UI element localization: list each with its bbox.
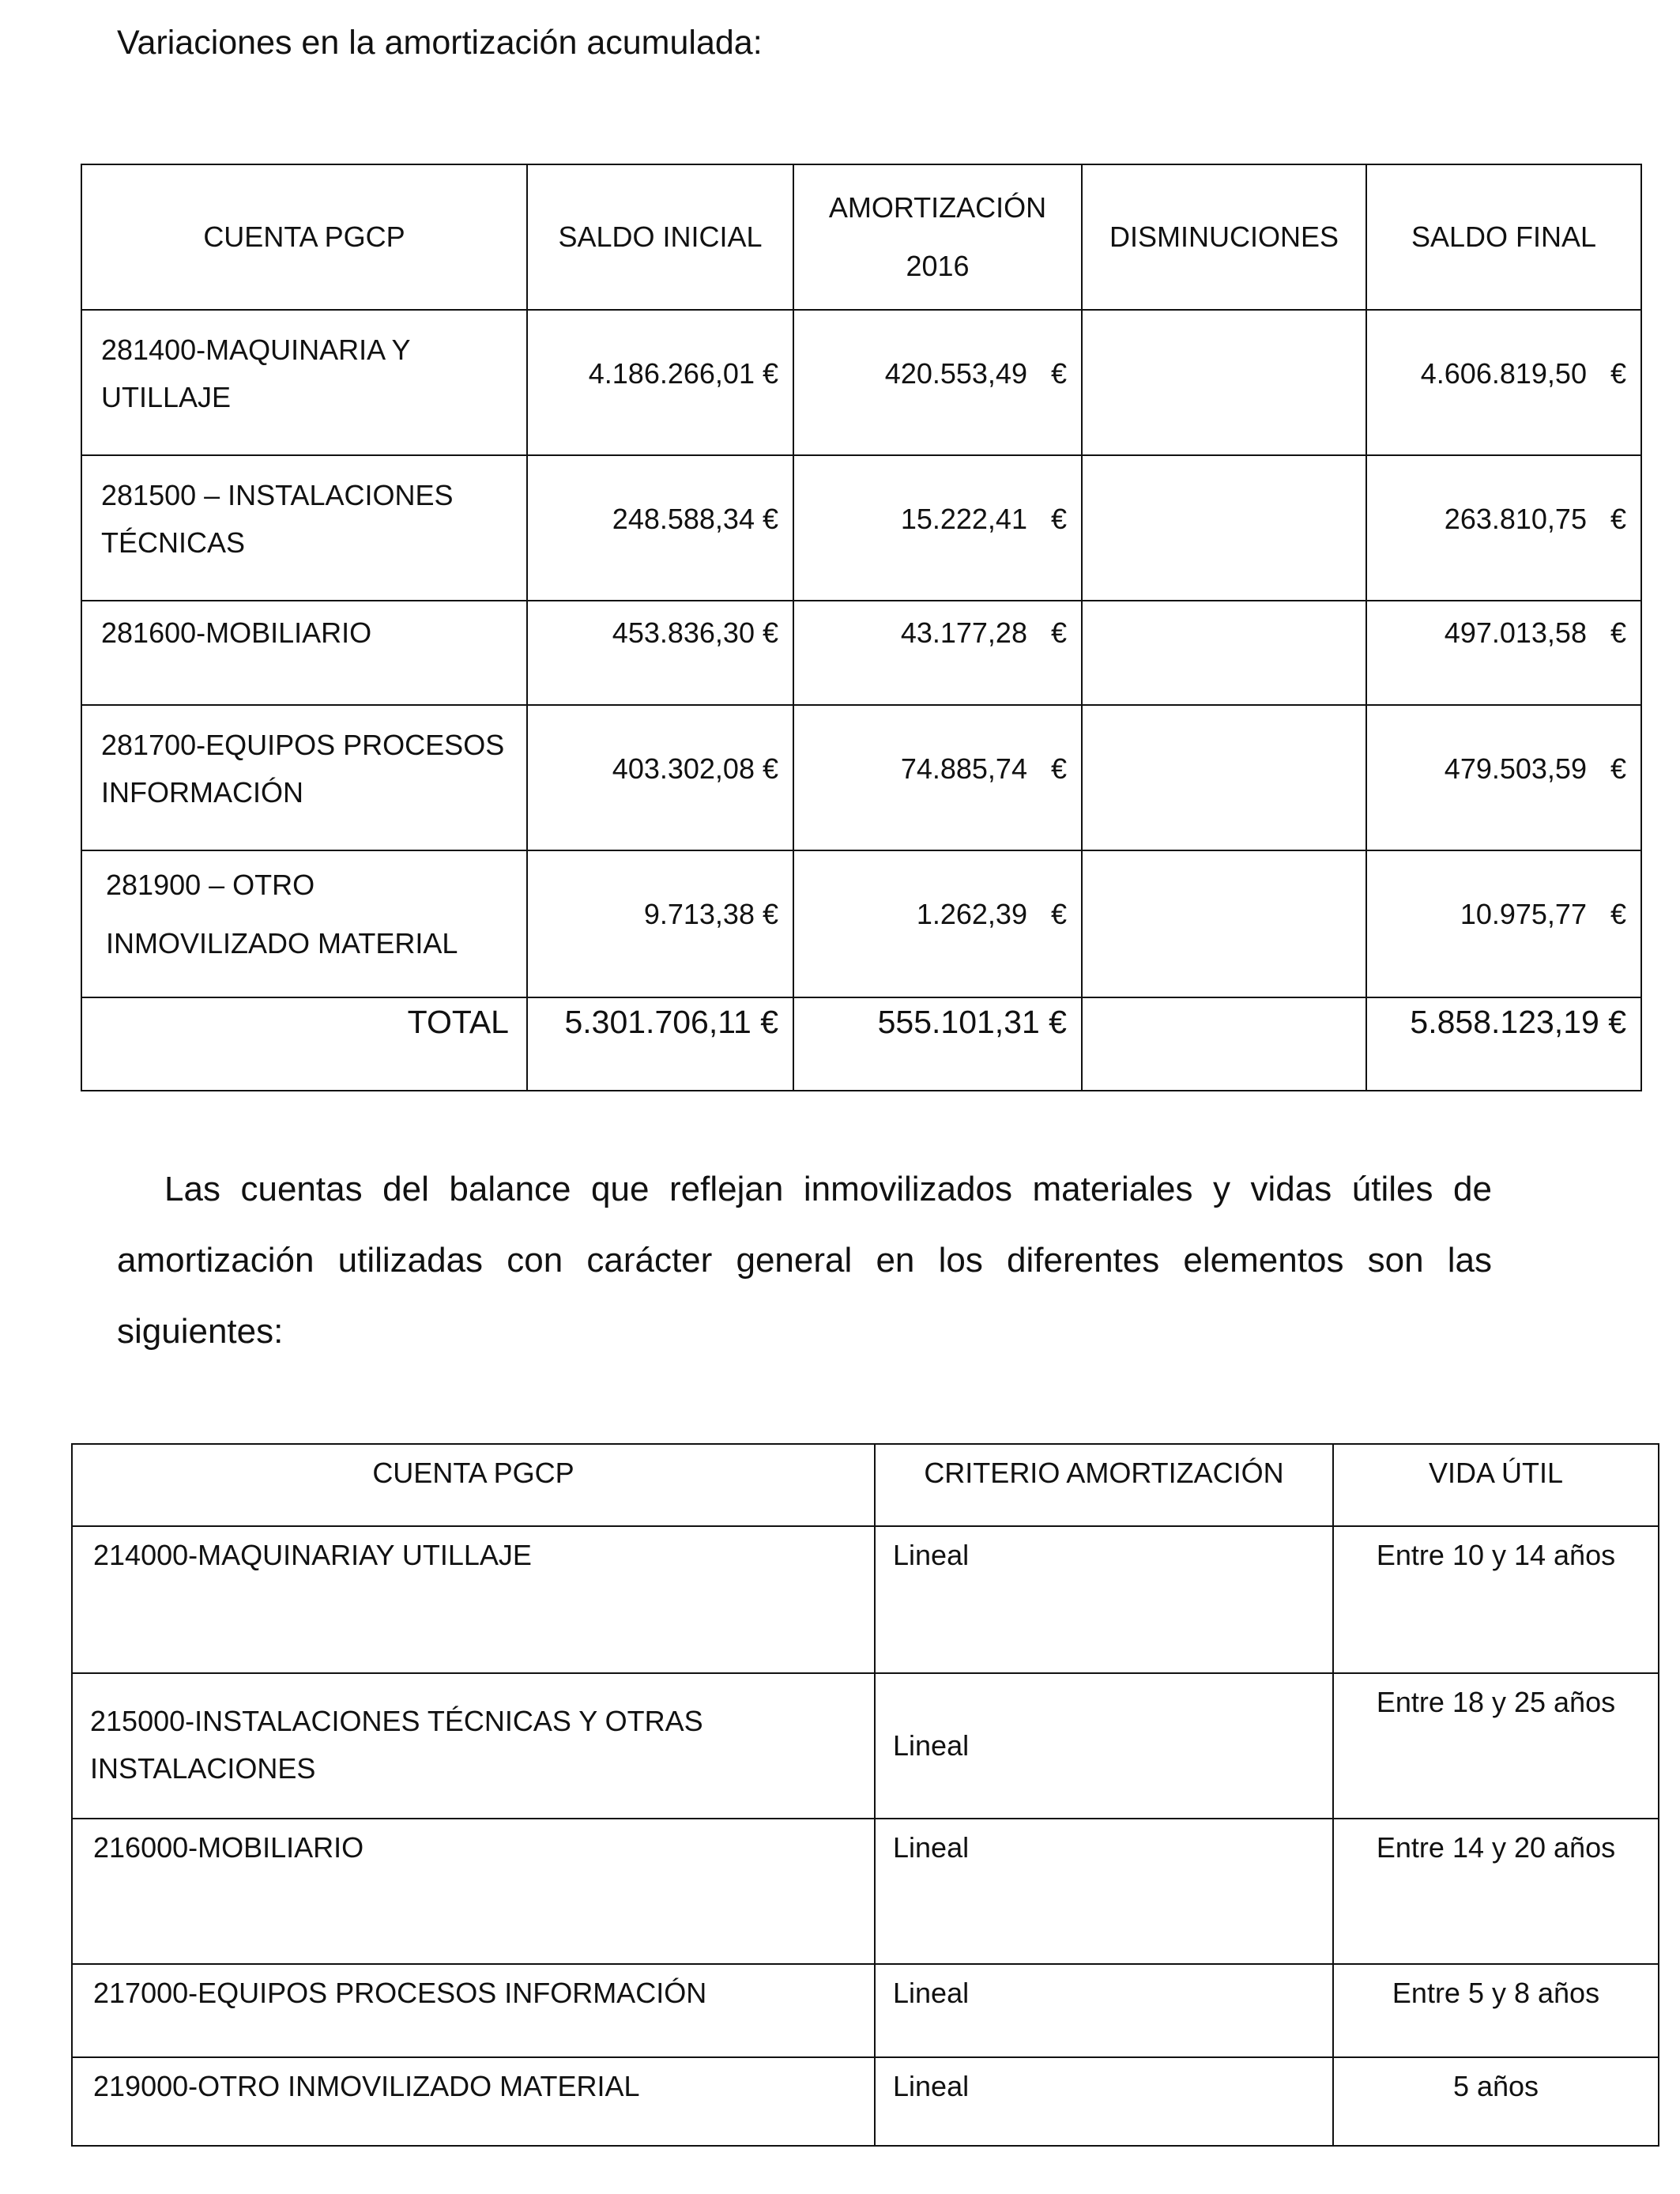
- total-saldo-final: 5.858.123,19 €: [1366, 997, 1641, 1091]
- header-amortizacion: [793, 164, 1082, 310]
- criterio-cell: Lineal: [875, 1526, 1333, 1673]
- criterio-cell: Lineal: [875, 1964, 1333, 2057]
- saldo-final-cell: 497.013,58 €: [1366, 601, 1641, 705]
- saldo-inicial-cell: 403.302,08 €: [527, 705, 793, 850]
- vida-util-cell: Entre 14 y 20 años: [1333, 1819, 1659, 1964]
- header-disminuciones: DISMINUCIONES: [1082, 164, 1366, 310]
- saldo-inicial-cell: 248.588,34 €: [527, 455, 793, 601]
- criterio-cell: Lineal: [875, 1819, 1333, 1964]
- total-row: [81, 997, 1641, 1091]
- cuenta-cell: 214000-MAQUINARIAY UTILLAJE: [72, 1526, 875, 1673]
- disminuciones-cell: [1082, 310, 1366, 455]
- cuenta-cell: 217000-EQUIPOS PROCESOS INFORMACIÓN: [72, 1964, 875, 2057]
- header-cuenta: CUENTA PGCP: [81, 164, 527, 310]
- accumulated-amortization-table: [81, 164, 1642, 1091]
- table-row: [81, 310, 1641, 455]
- cuenta-line1: 215000-INSTALACIONES TÉCNICAS Y OTRAS: [90, 1705, 703, 1737]
- disminuciones-cell: [1082, 850, 1366, 997]
- disminuciones-cell: [1082, 705, 1366, 850]
- vida-util-cell: Entre 5 y 8 años: [1333, 1964, 1659, 2057]
- header-amortizacion-line2: 2016: [906, 250, 970, 282]
- cuenta-line2: UTILLAJE: [101, 381, 232, 413]
- vida-util-cell: Entre 10 y 14 años: [1333, 1526, 1659, 1673]
- section-heading: Variaciones en la amortización acumulada:: [117, 24, 763, 62]
- header-criterio: CRITERIO AMORTIZACIÓN: [875, 1444, 1333, 1526]
- cuenta-line1: 281400-MAQUINARIA Y: [101, 334, 411, 366]
- saldo-inicial-cell: 453.836,30 €: [527, 601, 793, 705]
- amortizacion-cell: 15.222,41 €: [793, 455, 1082, 601]
- cuenta-line1: 281600-MOBILIARIO: [101, 616, 372, 649]
- amortizacion-cell: 43.177,28 €: [793, 601, 1082, 705]
- cuenta-line2: INSTALACIONES: [90, 1752, 316, 1785]
- total-saldo-inicial: 5.301.706,11 €: [527, 997, 793, 1091]
- cuenta-line2: INFORMACIÓN: [101, 776, 303, 809]
- saldo-inicial-cell: 4.186.266,01 €: [527, 310, 793, 455]
- header-amortizacion-line1: AMORTIZACIÓN: [828, 191, 1047, 224]
- table-row: [81, 601, 1641, 705]
- saldo-inicial-cell: 9.713,38 €: [527, 850, 793, 997]
- cuenta-line1: 281500 – INSTALACIONES: [101, 479, 454, 511]
- disminuciones-cell: [1082, 455, 1366, 601]
- amortizacion-cell: 420.553,49 €: [793, 310, 1082, 455]
- cuenta-line1: 281700-EQUIPOS PROCESOS: [101, 729, 505, 761]
- cuenta-cell: 216000-MOBILIARIO: [72, 1819, 875, 1964]
- table-row: [72, 1819, 1659, 1964]
- saldo-final-cell: 4.606.819,50 €: [1366, 310, 1641, 455]
- useful-life-table: [71, 1443, 1659, 2147]
- header-vida-util: VIDA ÚTIL: [1333, 1444, 1659, 1526]
- vida-util-cell: 5 años: [1333, 2057, 1659, 2146]
- header-saldo-inicial: SALDO INICIAL: [527, 164, 793, 310]
- table-row: [81, 705, 1641, 850]
- table-row: [81, 850, 1641, 997]
- body-paragraph: Las cuentas del balance que reflejan inmovilizados materiales y vidas útiles de amortización utilizadas con carácter general en los diferentes elementos son las siguientes:: [117, 1170, 1492, 1351]
- criterio-cell: Lineal: [875, 1673, 1333, 1819]
- cuenta-cell: [81, 850, 527, 997]
- disminuciones-cell: [1082, 601, 1366, 705]
- table-row: [72, 1964, 1659, 2057]
- criterio-cell: Lineal: [875, 2057, 1333, 2146]
- cuenta-line2: INMOVILIZADO MATERIAL: [106, 927, 458, 959]
- cuenta-cell: [81, 601, 527, 705]
- table-row: [81, 455, 1641, 601]
- header-saldo-final: SALDO FINAL: [1366, 164, 1641, 310]
- table-row: [72, 1526, 1659, 1673]
- saldo-final-cell: 263.810,75 €: [1366, 455, 1641, 601]
- cuenta-line2: TÉCNICAS: [101, 526, 246, 559]
- table-header-row: [81, 164, 1641, 310]
- saldo-final-cell: 479.503,59 €: [1366, 705, 1641, 850]
- vida-util-cell: Entre 18 y 25 años: [1333, 1673, 1659, 1819]
- cuenta-cell: [81, 705, 527, 850]
- cuenta-cell: [81, 455, 527, 601]
- total-disminuciones: [1082, 997, 1366, 1091]
- table-row: [72, 2057, 1659, 2146]
- total-amortizacion: 555.101,31 €: [793, 997, 1082, 1091]
- cuenta-cell: [81, 310, 527, 455]
- cuenta-cell: [72, 1673, 875, 1819]
- amortizacion-cell: 74.885,74 €: [793, 705, 1082, 850]
- saldo-final-cell: 10.975,77 €: [1366, 850, 1641, 997]
- cuenta-cell: 219000-OTRO INMOVILIZADO MATERIAL: [72, 2057, 875, 2146]
- table-row: [72, 1673, 1659, 1819]
- total-label: TOTAL: [81, 997, 527, 1091]
- amortizacion-cell: 1.262,39 €: [793, 850, 1082, 997]
- header-cuenta: CUENTA PGCP: [72, 1444, 875, 1526]
- table-header-row: [72, 1444, 1659, 1526]
- cuenta-line1: 281900 – OTRO: [106, 869, 315, 901]
